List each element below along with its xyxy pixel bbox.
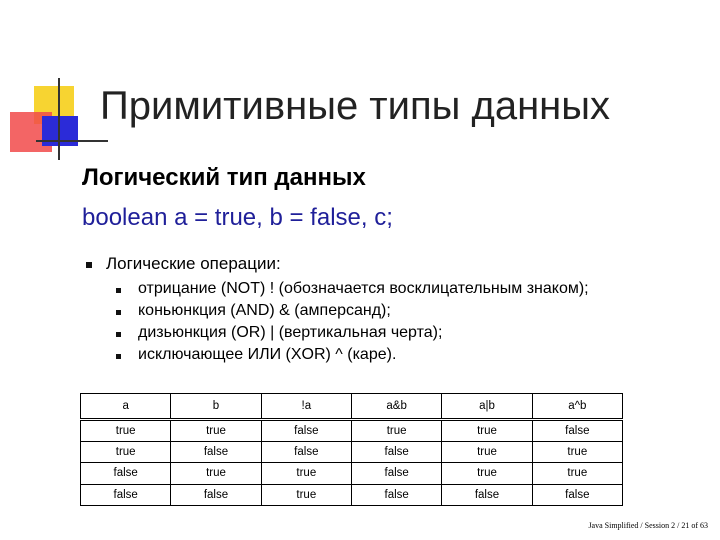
list-item bbox=[116, 302, 589, 324]
logo-vertical-line bbox=[58, 78, 60, 160]
header-and: a&b bbox=[351, 394, 441, 420]
operation-xor: исключающее ИЛИ (XOR) ^ (каре). bbox=[138, 346, 397, 363]
table-cell: false bbox=[351, 463, 441, 485]
table-cell: false bbox=[351, 484, 441, 506]
bullet-square-icon bbox=[116, 288, 121, 293]
table-cell: true bbox=[442, 463, 532, 485]
bullet-square-icon bbox=[116, 354, 121, 359]
table-cell: false bbox=[532, 420, 622, 442]
list-item bbox=[116, 280, 589, 302]
table-cell: true bbox=[442, 420, 532, 442]
table-cell: true bbox=[81, 441, 171, 463]
bullet-square-icon bbox=[116, 332, 121, 337]
table-cell: false bbox=[351, 441, 441, 463]
table-row bbox=[81, 420, 623, 442]
table-cell: true bbox=[532, 463, 622, 485]
header-not-a: !a bbox=[261, 394, 351, 420]
bullet-square-icon bbox=[86, 262, 92, 268]
table-cell: true bbox=[261, 463, 351, 485]
operation-not: отрицание (NOT) ! (обозначается восклицательным знаком); bbox=[138, 280, 589, 297]
table-cell: true bbox=[171, 463, 261, 485]
table-cell: false bbox=[442, 484, 532, 506]
table-cell: false bbox=[261, 420, 351, 442]
table-cell: true bbox=[171, 420, 261, 442]
operations-list bbox=[116, 280, 589, 368]
bullet-square-icon bbox=[116, 310, 121, 315]
table-header-row bbox=[81, 394, 623, 420]
header-a: a bbox=[81, 394, 171, 420]
table-row bbox=[81, 484, 623, 506]
operation-or: дизьюнкция (OR) | (вертикальная черта); bbox=[138, 324, 443, 341]
truth-table bbox=[80, 393, 623, 506]
code-example: boolean a = true, b = false, c; bbox=[82, 204, 393, 231]
table-cell: true bbox=[351, 420, 441, 442]
table-cell: false bbox=[81, 484, 171, 506]
table-cell: true bbox=[532, 441, 622, 463]
operation-and: коньюнкция (AND) & (амперсанд); bbox=[138, 302, 391, 319]
table-row bbox=[81, 463, 623, 485]
list-item bbox=[116, 324, 589, 346]
logo-horizontal-line bbox=[36, 140, 108, 142]
table-cell: false bbox=[532, 484, 622, 506]
table-cell: false bbox=[171, 484, 261, 506]
header-or: a|b bbox=[442, 394, 532, 420]
bullet-logical-operations bbox=[86, 254, 281, 274]
table-cell: true bbox=[261, 484, 351, 506]
slide-title: Примитивные типы данных bbox=[100, 84, 610, 128]
slide-footer: Java Simplified / Session 2 / 21 of 63 bbox=[588, 521, 708, 530]
table-cell: false bbox=[171, 441, 261, 463]
table-cell: true bbox=[442, 441, 532, 463]
table-cell: true bbox=[81, 420, 171, 442]
table-row bbox=[81, 441, 623, 463]
table-cell: false bbox=[81, 463, 171, 485]
header-xor: a^b bbox=[532, 394, 622, 420]
table-cell: false bbox=[261, 441, 351, 463]
bullet-label: Логические операции: bbox=[106, 254, 281, 273]
list-item bbox=[116, 346, 589, 368]
section-subtitle: Логический тип данных bbox=[82, 164, 366, 191]
header-b: b bbox=[171, 394, 261, 420]
